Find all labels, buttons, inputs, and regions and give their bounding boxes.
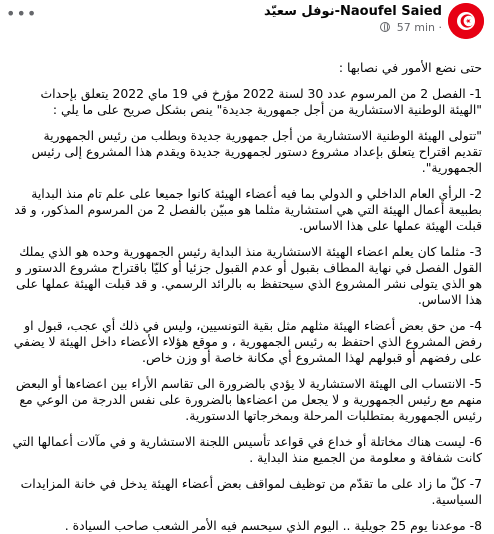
post-paragraph: 7- كلّ ما زاد على ما تقدّم من توظيف لمواقف بعض أعضاء الهيئة يدخل في خانة المزايدات السياسية. [20,476,482,507]
author-name[interactable]: Naoufel Saied-نوفل سعيّد [263,4,442,19]
post-paragraph: "تتولى الهيئة الوطنية الاستشارية من أجل جمهورية جديدة وبطلب من رئيس الجمهورية تقديم اقتراح يتعلق بإعداد مشروع دستور لجمهورية جديدة ويقدم هذا المشروع إلى رئيس الجمهورية". [31,128,482,175]
post-paragraph: 8- موعدنا يوم 25 جويلية .. اليوم الذي سيحسم فيه الأمر الشعب صاحب السيادة . [64,518,482,533]
post-paragraph: 5- الانتساب الى الهيئة الاستشارية لا يؤدي بالضرورة الى تقاسم الأراء بين اعضاءها أو البعض منهم مع رئيس الجمهورية و لا يجعل من اعضاءها بالضرورة على نفس الدرجة من الوعي مع رئيس الجمهورية بمتطلبات المرحلة وبمخرجاتها الدستورية. [15,376,482,423]
post-paragraphs [12,86,482,534]
post-meta [264,20,442,36]
more-options-icon[interactable]: ••• [6,4,38,23]
meta-separator: · [438,21,442,34]
author-block [264,4,442,36]
post-time[interactable]: 57 min [396,21,435,34]
post-header [0,0,494,48]
post-paragraph: 1- الفصل 2 من المرسوم عدد 30 لسنة 2022 مؤرخ في 19 ماي 2022 يتعلق بإحداث "الهيئة الوطنية الاستشارية من أجل جمهورية جديدة" ينص بشكل صريح على ما يلي : [40,86,482,117]
post-body [0,48,494,534]
post-paragraph: 2- الرأي العام الداخلي و الدولي بما فيه أعضاء الهيئة كانوا جميعا على علم تام منذ البداية بطبيعة أعمال الهيئة التي هي استشارية مثلما هو مبيّن بالفصل 2 من المرسوم المذكور، و قد قبلت الهيئة عملها على هذا الاساس. [14,186,482,233]
post-paragraph: 4- من حق بعض أعضاء الهيئة مثلهم مثل بقية التونسيين، وليس في ذلك أي عجب، قبول او رفض المشروع الذي احتفظ به رئيس الجمهورية ، و موقع هؤلاء الأعضاء داخل الهيئة لا يضفي على رفضهم أو قبولهم لهذا المشروع أي مكانة خاصة أو وزن خاص. [13,318,482,365]
post-paragraph: 6- ليست هناك مخاتلة أو خداع في قواعد تأسيس اللجنة الاستشارية و في مآلات أعمالها التي كانت شفافة و معلومة من الجميع منذ البداية . [12,434,482,465]
post-paragraph: 3- مثلما كان يعلم اعضاء الهيئة الاستشارية منذ البداية رئيس الجمهورية وحده هو الذي يملك القول الفصل في نهاية المطاف بقبول أو عدم القبول جزئيا أو كليّا باقتراح مشروع الدستور و هو الذي يتولى نشر المشروع الذي سيحتفظ به بالرائد الرسمي. و قد قبلت الهيئة عملها على هذا الاساس. [15,244,482,307]
post-intro: حتى نضع الأمور في نصابها : [338,60,482,75]
avatar[interactable] [448,3,484,39]
globe-icon[interactable] [380,22,390,32]
tunisia-flag-icon [448,3,484,39]
